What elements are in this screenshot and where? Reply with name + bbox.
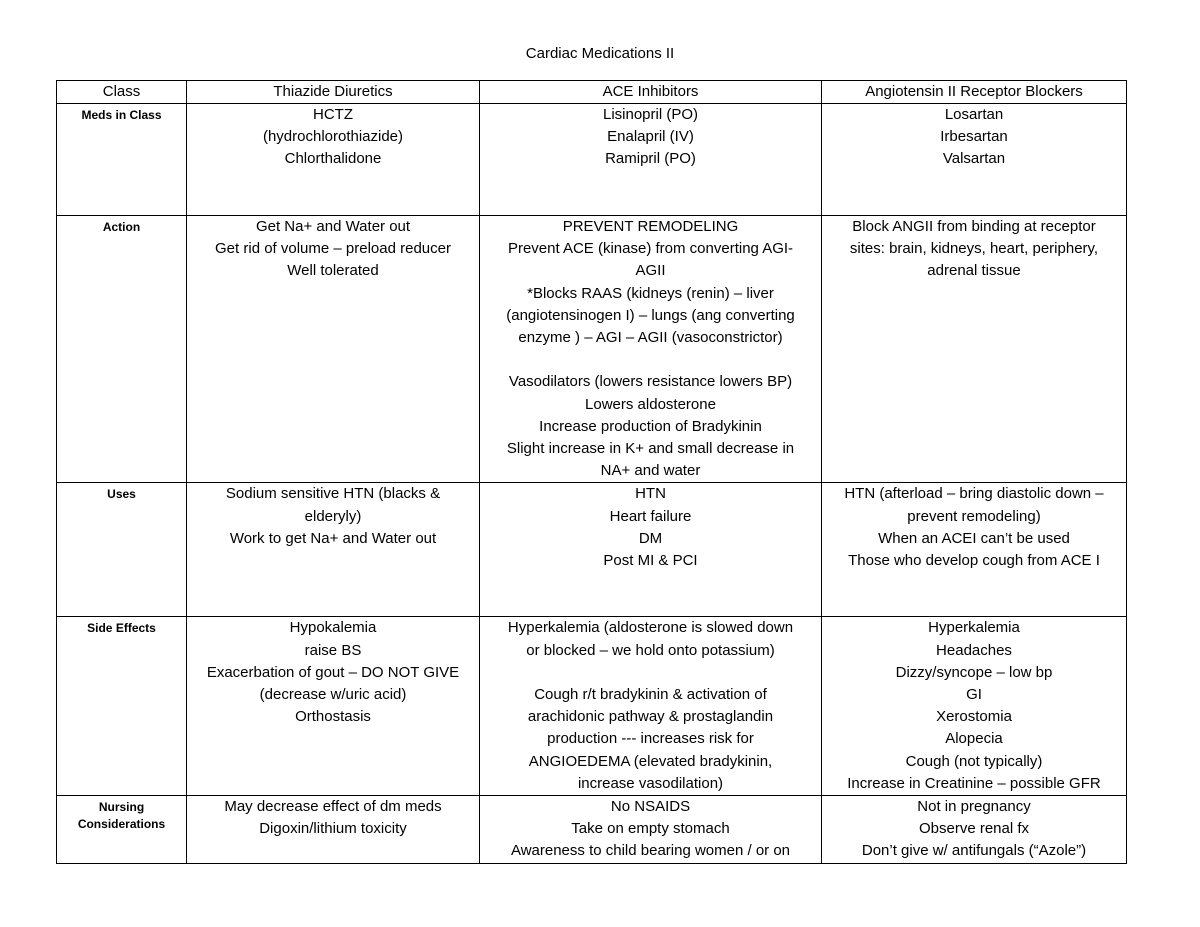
header-thiazide-diuretics: Thiazide Diuretics bbox=[187, 81, 480, 104]
cell-line: Irbesartan bbox=[940, 128, 1008, 146]
cell-line: enzyme ) – AGI – AGII (vasoconstrictor) bbox=[518, 329, 783, 347]
cell-arbs bbox=[822, 617, 1127, 796]
cell-ace-inhibitors bbox=[480, 617, 822, 796]
cell-line: Enalapril (IV) bbox=[607, 128, 694, 146]
cell-line: NA+ and water bbox=[600, 462, 701, 480]
cell-line: Slight increase in K+ and small decrease in bbox=[506, 440, 795, 458]
cell-line: AGII bbox=[635, 262, 666, 280]
cell-line: Exacerbation of gout – DO NOT GIVE bbox=[206, 663, 460, 681]
cell-line: Get rid of volume – preload reducer bbox=[215, 240, 451, 258]
cell-line: Valsartan bbox=[942, 150, 1006, 168]
cell-line: Those who develop cough from ACE I bbox=[848, 552, 1100, 570]
cell-line: May decrease effect of dm meds bbox=[224, 798, 442, 816]
cell-thiazide-diuretics bbox=[187, 617, 480, 796]
cell-line: (decrease w/uric acid) bbox=[259, 686, 407, 704]
cell-thiazide-diuretics bbox=[187, 104, 480, 216]
cell-line: Well tolerated bbox=[287, 262, 379, 280]
cell-line: Hypokalemia bbox=[289, 619, 377, 637]
cell-line: PREVENT REMODELING bbox=[562, 218, 739, 235]
cell-line: increase vasodilation) bbox=[577, 774, 724, 792]
cell-line: adrenal tissue bbox=[927, 262, 1021, 280]
cell-line: or blocked – we hold onto potassium) bbox=[526, 641, 775, 659]
cell-line: Vasodilators (lowers resistance lowers BP) bbox=[508, 373, 793, 391]
cell-line: HTN bbox=[635, 485, 666, 503]
cell-line: sites: brain, kidneys, heart, periphery, bbox=[849, 240, 1099, 258]
table-row bbox=[57, 216, 1127, 483]
table-row bbox=[57, 104, 1127, 216]
cell-ace-inhibitors bbox=[480, 483, 822, 617]
cell-line: (hydrochlorothiazide) bbox=[262, 128, 404, 146]
cell-line: Hyperkalemia (aldosterone is slowed down bbox=[507, 619, 794, 637]
cell-line: elderyly) bbox=[304, 507, 362, 525]
cell-arbs bbox=[822, 104, 1127, 216]
row-label-line: Nursing bbox=[98, 800, 145, 815]
cell-line: When an ACEI can’t be used bbox=[878, 529, 1070, 547]
row-label-line: Considerations bbox=[77, 817, 166, 832]
row-label: Side Effects bbox=[57, 617, 187, 796]
cell-line: Dizzy/syncope – low bp bbox=[895, 663, 1053, 681]
cell-arbs bbox=[822, 796, 1127, 864]
cell-line: Awareness to child bearing women / or on bbox=[510, 842, 791, 860]
medication-table bbox=[56, 80, 1127, 864]
cell-line: *Blocks RAAS (kidneys (renin) – liver bbox=[527, 284, 774, 302]
cell-line: GI bbox=[966, 686, 982, 704]
cell-line: Get Na+ and Water out bbox=[255, 218, 411, 235]
cell-arbs bbox=[822, 216, 1127, 483]
cell-line: Cough (not typically) bbox=[905, 752, 1043, 770]
table-row bbox=[57, 483, 1127, 617]
cell-line: prevent remodeling) bbox=[907, 507, 1041, 525]
cell-line: Chlorthalidone bbox=[284, 150, 382, 168]
cell-line: HCTZ bbox=[313, 106, 353, 123]
row-label: Action bbox=[57, 216, 187, 483]
cell-line: Not in pregnancy bbox=[917, 798, 1031, 816]
cell-line: Increase production of Bradykinin bbox=[539, 417, 762, 435]
cell-thiazide-diuretics bbox=[187, 216, 480, 483]
cell-line: Work to get Na+ and Water out bbox=[229, 529, 437, 547]
cell-ace-inhibitors bbox=[480, 104, 822, 216]
row-label: Meds in Class bbox=[57, 104, 187, 216]
row-label bbox=[57, 796, 187, 864]
cell-line: Heart failure bbox=[609, 507, 692, 525]
blank-line bbox=[484, 662, 817, 684]
cell-line: Increase in Creatinine – possible GFR bbox=[847, 774, 1101, 792]
cell-line: DM bbox=[638, 529, 663, 547]
cell-line: Hyperkalemia bbox=[928, 619, 1020, 637]
cell-line: Post MI & PCI bbox=[603, 552, 698, 570]
cell-line: Don’t give w/ antifungals (“Azole”) bbox=[861, 842, 1087, 860]
cell-line: ANGIOEDEMA (elevated bradykinin, bbox=[528, 752, 773, 770]
cell-line: Cough r/t bradykinin & activation of bbox=[534, 686, 767, 704]
cell-line: raise BS bbox=[304, 641, 362, 659]
cell-line: Take on empty stomach bbox=[571, 820, 730, 838]
cell-line: Sodium sensitive HTN (blacks & bbox=[225, 485, 441, 503]
cell-arbs bbox=[822, 483, 1127, 617]
cell-line: Prevent ACE (kinase) from converting AGI- bbox=[507, 240, 794, 258]
cell-line: arachidonic pathway & prostaglandin bbox=[527, 708, 774, 726]
cell-line: Observe renal fx bbox=[918, 820, 1030, 838]
header-row bbox=[57, 81, 1127, 104]
cell-line: Alopecia bbox=[945, 730, 1003, 748]
cell-line: Lowers aldosterone bbox=[585, 395, 716, 413]
document-title: Cardiac Medications II bbox=[525, 45, 675, 62]
cell-ace-inhibitors bbox=[480, 216, 822, 483]
header-arbs: Angiotensin II Receptor Blockers bbox=[822, 81, 1127, 104]
cell-line: No NSAIDS bbox=[610, 798, 691, 816]
cell-line: production --- increases risk for bbox=[547, 730, 754, 748]
cell-line: Ramipril (PO) bbox=[605, 150, 696, 168]
cell-line: (angiotensinogen I) – lungs (ang converting bbox=[506, 306, 795, 324]
cell-line: HTN (afterload – bring diastolic down – bbox=[844, 485, 1104, 503]
cell-thiazide-diuretics bbox=[187, 483, 480, 617]
blank-line bbox=[484, 349, 817, 371]
header-class: Class bbox=[57, 81, 187, 104]
cell-thiazide-diuretics bbox=[187, 796, 480, 864]
cell-line: Block ANGII from binding at receptor bbox=[852, 218, 1096, 235]
header-ace-inhibitors: ACE Inhibitors bbox=[480, 81, 822, 104]
cell-line: Xerostomia bbox=[936, 708, 1012, 726]
cell-line: Lisinopril (PO) bbox=[602, 106, 699, 123]
cell-line: Losartan bbox=[944, 106, 1004, 123]
table-row bbox=[57, 796, 1127, 864]
cell-line: Headaches bbox=[936, 641, 1012, 659]
cell-line: Digoxin/lithium toxicity bbox=[259, 820, 407, 838]
table-row bbox=[57, 617, 1127, 796]
cell-line: Orthostasis bbox=[295, 708, 371, 726]
row-label: Uses bbox=[57, 483, 187, 617]
cell-ace-inhibitors bbox=[480, 796, 822, 864]
